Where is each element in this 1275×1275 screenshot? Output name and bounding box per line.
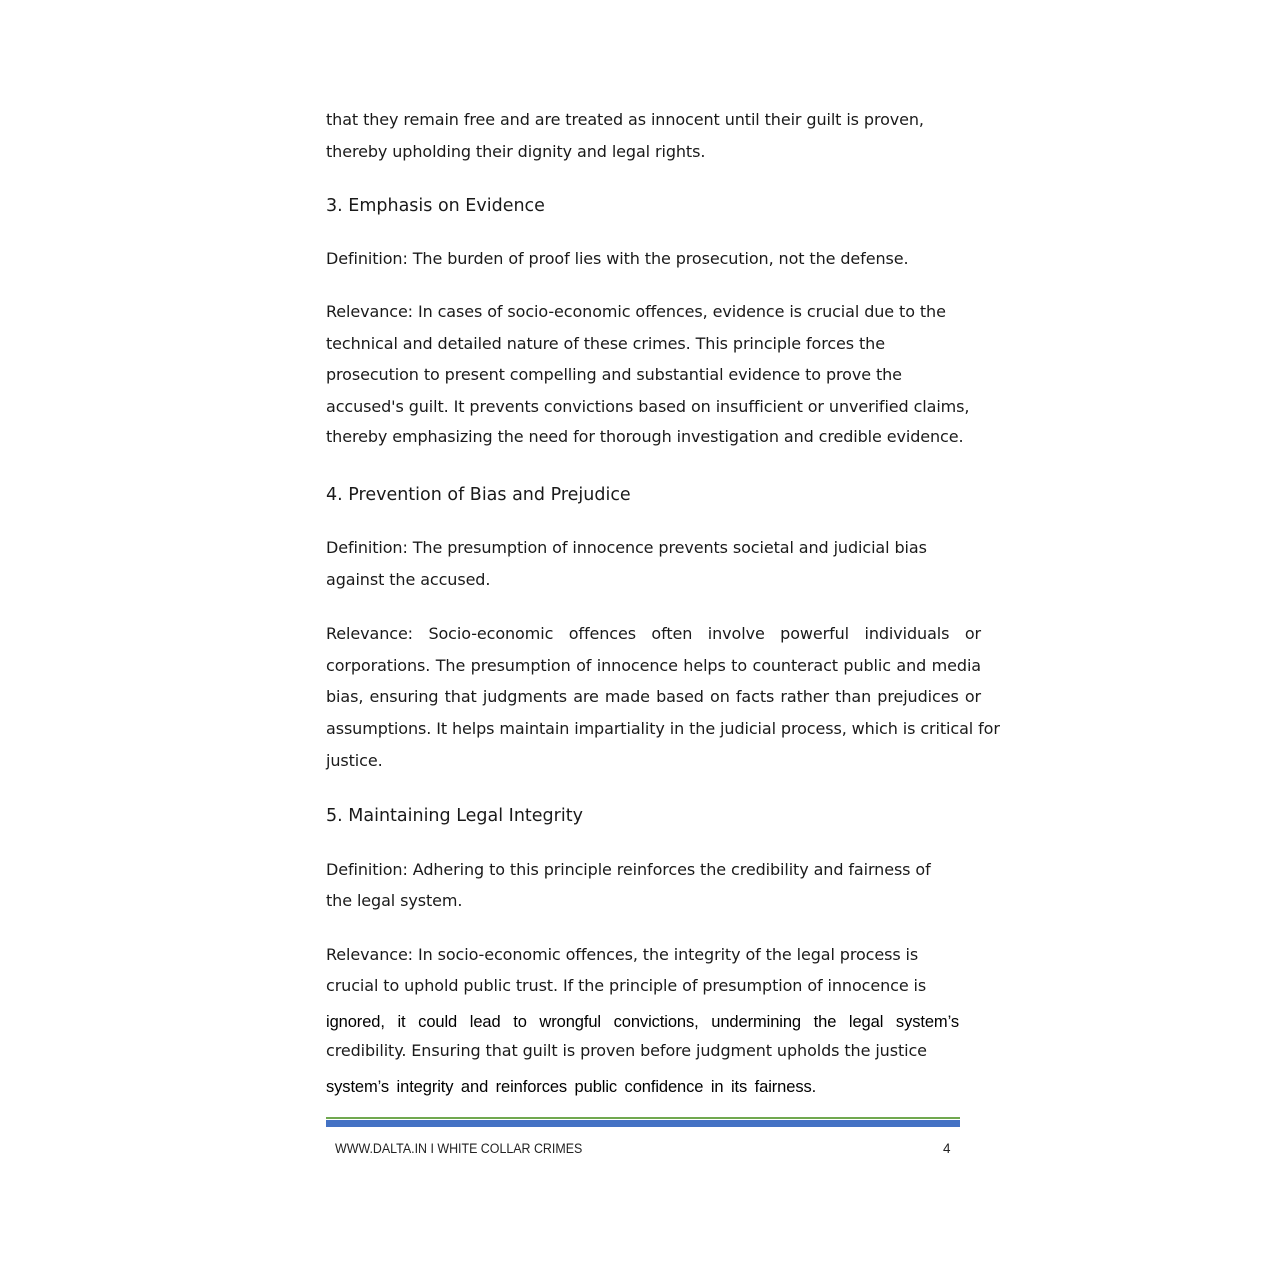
definition-line: against the accused. bbox=[326, 570, 491, 589]
relevance-line: credibility. Ensuring that guilt is proven before judgment upholds the justice bbox=[326, 1041, 927, 1060]
relevance-line: technical and detailed nature of these crimes. This principle forces the bbox=[326, 334, 885, 353]
definition-line: Definition: The burden of proof lies with the prosecution, not the defense. bbox=[326, 249, 909, 268]
relevance-line: system’s integrity and reinforces public confidence in its fairness. bbox=[326, 1078, 817, 1096]
footer-rule-blue bbox=[326, 1120, 960, 1127]
definition-line: Definition: Adhering to this principle reinforces the credibility and fairness of bbox=[326, 860, 931, 879]
footer-site-title: WWW.DALTA.IN I WHITE COLLAR CRIMES bbox=[335, 1141, 583, 1156]
section-heading: 3. Emphasis on Evidence bbox=[326, 196, 545, 216]
relevance-line: ignored, it could lead to wrongful convictions, undermining the legal system’s bbox=[326, 1013, 959, 1031]
relevance-line: Relevance: In socio-economic offences, the integrity of the legal process is bbox=[326, 945, 919, 964]
section-heading: 4. Prevention of Bias and Prejudice bbox=[326, 485, 631, 505]
relevance-line: accused's guilt. It prevents convictions based on insufficient or unverified claims, bbox=[326, 397, 970, 416]
relevance-line: crucial to uphold public trust. If the principle of presumption of innocence is bbox=[326, 976, 927, 995]
definition-line: Definition: The presumption of innocence prevents societal and judicial bias bbox=[326, 538, 927, 557]
page-number: 4 bbox=[943, 1141, 951, 1156]
section-heading: 5. Maintaining Legal Integrity bbox=[326, 806, 583, 826]
footer-rule-green bbox=[326, 1117, 960, 1119]
body-text-line: that they remain free and are treated as innocent until their guilt is proven, bbox=[326, 110, 924, 129]
relevance-line: bias, ensuring that judgments are made based on facts rather than prejudices or bbox=[326, 687, 981, 706]
body-text-line: thereby upholding their dignity and legal rights. bbox=[326, 142, 706, 161]
definition-line: the legal system. bbox=[326, 891, 463, 910]
relevance-line: assumptions. It helps maintain impartiality in the judicial process, which is critical for bbox=[326, 719, 1000, 738]
relevance-line: Relevance: Socio-economic offences often involve powerful individuals or bbox=[326, 624, 981, 643]
relevance-line: justice. bbox=[326, 751, 383, 770]
relevance-line: corporations. The presumption of innocence helps to counteract public and media bbox=[326, 656, 981, 675]
relevance-line: prosecution to present compelling and substantial evidence to prove the bbox=[326, 365, 902, 384]
relevance-line: thereby emphasizing the need for thorough investigation and credible evidence. bbox=[326, 427, 964, 446]
relevance-line: Relevance: In cases of socio-economic offences, evidence is crucial due to the bbox=[326, 302, 946, 321]
